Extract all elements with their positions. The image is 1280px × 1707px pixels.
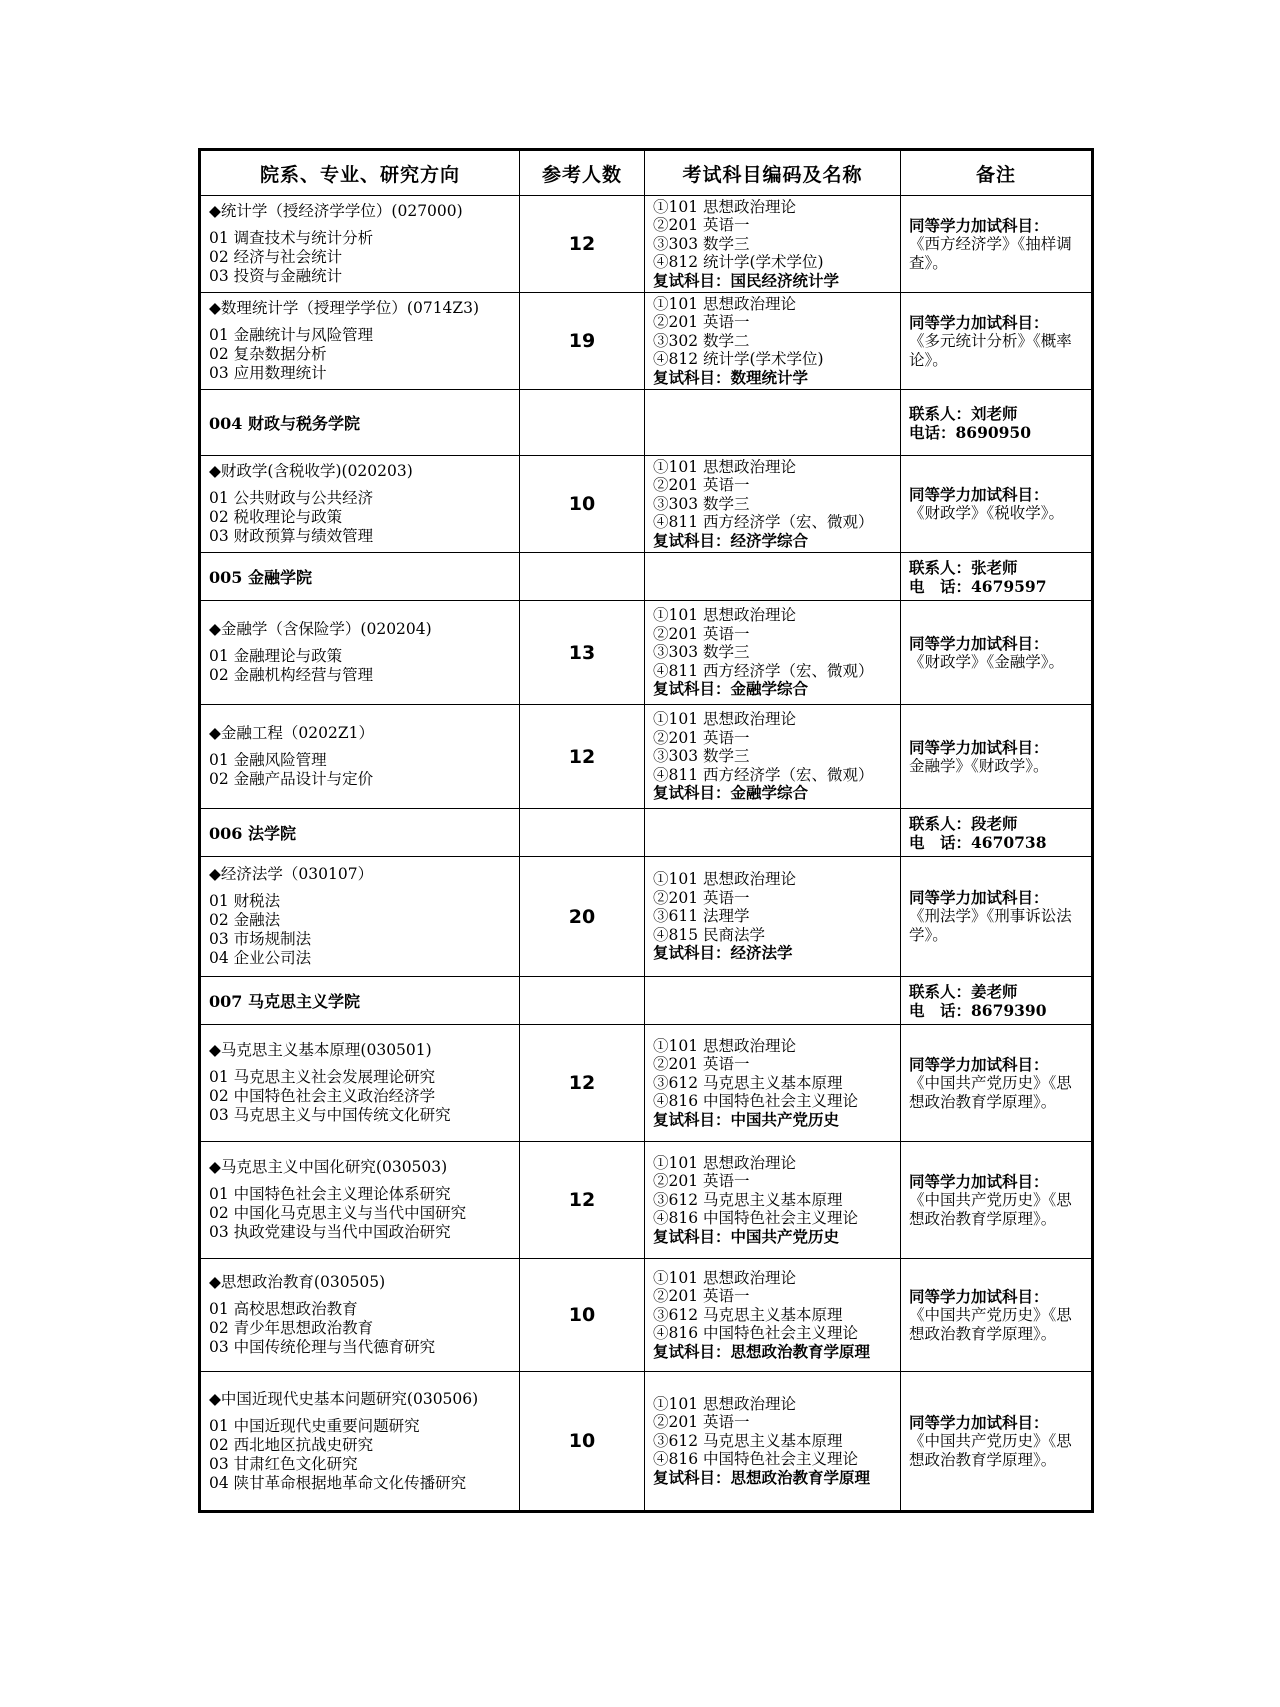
contact-info bbox=[901, 809, 1093, 857]
exam-subject: ③612 马克思主义基本原理 bbox=[653, 1305, 843, 1324]
retest-subject: 复试科目：中国共产党历史 bbox=[653, 1226, 840, 1246]
exam-subject: ④816 中国特色社会主义理论 bbox=[653, 1450, 859, 1469]
header-notes: 备注 bbox=[901, 150, 1093, 196]
program-cell bbox=[200, 1372, 520, 1512]
exam-subject: ③303 数学三 bbox=[653, 747, 750, 766]
research-direction: 02 金融产品设计与定价 bbox=[209, 770, 374, 788]
program-cell bbox=[200, 293, 520, 390]
empty-cell bbox=[645, 553, 901, 601]
retest-subject: 复试科目：经济法学 bbox=[653, 943, 793, 963]
exam-subject: ②201 英语一 bbox=[653, 1413, 750, 1432]
exam-subject: ③612 马克思主义基本原理 bbox=[653, 1431, 843, 1450]
remarks-cell bbox=[901, 196, 1093, 293]
exam-subject: ②201 英语一 bbox=[653, 728, 750, 747]
extra-exam-subjects: 《财政学》《金融学》。 bbox=[909, 652, 1065, 671]
extra-exam-subjects: 《中国共产党历史》《思想政治教育学原理》。 bbox=[909, 1305, 1072, 1343]
extra-exam-subjects: 《中国共产党历史》《思想政治教育学原理》。 bbox=[909, 1073, 1072, 1111]
extra-exam-label: 同等学力加试科目： bbox=[909, 888, 1049, 907]
exam-subject: ③611 法理学 bbox=[653, 907, 750, 926]
exam-subject: ③612 马克思主义基本原理 bbox=[653, 1073, 843, 1092]
exam-subject: ②201 英语一 bbox=[653, 216, 750, 235]
contact-info bbox=[901, 553, 1093, 601]
applicant-count: 19 bbox=[520, 293, 645, 390]
program-cell bbox=[200, 601, 520, 705]
program-name: ◆财政学(含税收学)(020203) bbox=[209, 462, 413, 480]
research-direction: 02 中国特色社会主义政治经济学 bbox=[209, 1087, 436, 1105]
exam-subject: ②201 英语一 bbox=[653, 1055, 750, 1074]
exam-subject: ④811 西方经济学（宏、微观） bbox=[653, 661, 874, 680]
research-direction: 02 税收理论与政策 bbox=[209, 508, 343, 526]
exam-subject: ①101 思想政治理论 bbox=[653, 197, 797, 216]
contact-person: 联系人：段老师 bbox=[909, 813, 1018, 833]
research-direction: 03 甘肃红色文化研究 bbox=[209, 1454, 358, 1473]
applicant-count: 12 bbox=[520, 1142, 645, 1259]
remarks-cell bbox=[901, 1142, 1093, 1259]
department-row bbox=[200, 809, 1093, 857]
extra-exam-subjects: 《多元统计分析》《概率论》。 bbox=[909, 331, 1072, 369]
department-row bbox=[200, 390, 1093, 456]
exam-subjects bbox=[645, 293, 901, 390]
program-cell bbox=[200, 1259, 520, 1372]
exam-subject: ①101 思想政治理论 bbox=[653, 1036, 797, 1055]
program-cell bbox=[200, 1025, 520, 1142]
research-direction: 01 金融统计与风险管理 bbox=[209, 326, 374, 344]
research-direction: 01 财税法 bbox=[209, 892, 281, 910]
extra-exam-subjects: 《财政学》《税收学》。 bbox=[909, 504, 1065, 522]
remarks-cell bbox=[901, 1259, 1093, 1372]
admissions-table bbox=[198, 148, 1094, 1513]
empty-cell bbox=[645, 809, 901, 857]
exam-subjects bbox=[645, 1142, 901, 1259]
retest-subject: 复试科目：经济学综合 bbox=[653, 530, 809, 550]
contact-person: 联系人：刘老师 bbox=[909, 403, 1018, 423]
remarks-cell bbox=[901, 705, 1093, 809]
program-name: ◆金融工程（0202Z1） bbox=[209, 724, 374, 742]
exam-subjects bbox=[645, 1372, 901, 1512]
exam-subjects bbox=[645, 857, 901, 977]
extra-exam-subjects: 《刑法学》《刑事诉讼法学》。 bbox=[909, 907, 1072, 944]
contact-phone: 电话：8690950 bbox=[909, 422, 1031, 442]
research-direction: 01 中国近现代史重要问题研究 bbox=[209, 1416, 420, 1435]
empty-cell bbox=[645, 390, 901, 456]
exam-subject: ④811 西方经济学（宏、微观） bbox=[653, 765, 874, 784]
exam-subject: ④811 西方经济学（宏、微观） bbox=[653, 513, 874, 532]
exam-subjects bbox=[645, 601, 901, 705]
research-direction: 02 金融法 bbox=[209, 911, 281, 929]
exam-subject: ④812 统计学(学术学位) bbox=[653, 350, 824, 369]
remarks-cell bbox=[901, 601, 1093, 705]
remarks-cell bbox=[901, 293, 1093, 390]
exam-subject: ①101 思想政治理论 bbox=[653, 710, 797, 729]
header-row bbox=[200, 150, 1093, 196]
program-row bbox=[200, 857, 1093, 977]
exam-subjects bbox=[645, 1025, 901, 1142]
extra-exam-subjects: 《西方经济学》《抽样调查》。 bbox=[909, 234, 1072, 272]
department-name: 004 财政与税务学院 bbox=[200, 390, 520, 456]
header-count: 参考人数 bbox=[520, 150, 645, 196]
contact-info bbox=[901, 390, 1093, 456]
research-direction: 02 复杂数据分析 bbox=[209, 345, 327, 363]
empty-cell bbox=[520, 977, 645, 1025]
research-direction: 03 中国传统伦理与当代德育研究 bbox=[209, 1338, 436, 1356]
exam-subject: ③303 数学三 bbox=[653, 643, 750, 662]
research-direction: 02 金融机构经营与管理 bbox=[209, 666, 374, 684]
program-row bbox=[200, 1372, 1093, 1512]
exam-subject: ①101 思想政治理论 bbox=[653, 1268, 797, 1287]
contact-person: 联系人：姜老师 bbox=[909, 981, 1018, 1001]
retest-subject: 复试科目：国民经济统计学 bbox=[653, 270, 840, 290]
program-row bbox=[200, 1259, 1093, 1372]
research-direction: 03 投资与金融统计 bbox=[209, 267, 343, 285]
research-direction: 01 金融风险管理 bbox=[209, 751, 327, 769]
research-direction: 01 金融理论与政策 bbox=[209, 647, 343, 665]
exam-subject: ①101 思想政治理论 bbox=[653, 294, 797, 313]
department-name: 005 金融学院 bbox=[200, 553, 520, 601]
research-direction: 01 公共财政与公共经济 bbox=[209, 489, 374, 507]
remarks-cell bbox=[901, 456, 1093, 553]
exam-subject: ③303 数学三 bbox=[653, 494, 750, 513]
applicant-count: 12 bbox=[520, 705, 645, 809]
extra-exam-label: 同等学力加试科目： bbox=[909, 485, 1049, 504]
research-direction: 01 中国特色社会主义理论体系研究 bbox=[209, 1185, 451, 1203]
remarks-cell bbox=[901, 1372, 1093, 1512]
program-row bbox=[200, 196, 1093, 293]
retest-subject: 复试科目：金融学综合 bbox=[653, 783, 809, 803]
research-direction: 01 调查技术与统计分析 bbox=[209, 229, 374, 247]
contact-info bbox=[901, 977, 1093, 1025]
extra-exam-subjects: 《中国共产党历史》《思想政治教育学原理》。 bbox=[909, 1431, 1072, 1469]
research-direction: 02 西北地区抗战史研究 bbox=[209, 1435, 374, 1454]
program-cell bbox=[200, 456, 520, 553]
program-name: ◆经济法学（030107） bbox=[209, 865, 374, 883]
department-name: 007 马克思主义学院 bbox=[200, 977, 520, 1025]
applicant-count: 12 bbox=[520, 196, 645, 293]
research-direction: 03 应用数理统计 bbox=[209, 364, 327, 382]
remarks-cell bbox=[901, 1025, 1093, 1142]
contact-phone: 电 话：8679390 bbox=[909, 1000, 1047, 1020]
exam-subject: ③303 数学三 bbox=[653, 234, 750, 253]
research-direction: 01 高校思想政治教育 bbox=[209, 1300, 358, 1318]
program-cell bbox=[200, 1142, 520, 1259]
exam-subject: ③302 数学二 bbox=[653, 331, 750, 350]
extra-exam-label: 同等学力加试科目： bbox=[909, 215, 1049, 235]
exam-subjects bbox=[645, 1259, 901, 1372]
table-body bbox=[200, 196, 1093, 1512]
exam-subject: ①101 思想政治理论 bbox=[653, 1394, 797, 1413]
program-cell bbox=[200, 705, 520, 809]
exam-subject: ④816 中国特色社会主义理论 bbox=[653, 1092, 859, 1111]
header-subjects: 考试科目编码及名称 bbox=[645, 150, 901, 196]
exam-subject: ②201 英语一 bbox=[653, 624, 750, 643]
exam-subjects bbox=[645, 705, 901, 809]
empty-cell bbox=[520, 553, 645, 601]
empty-cell bbox=[520, 390, 645, 456]
program-row bbox=[200, 293, 1093, 390]
retest-subject: 复试科目：思想政治教育学原理 bbox=[653, 1341, 871, 1361]
research-direction: 03 市场规制法 bbox=[209, 930, 312, 948]
applicant-count: 10 bbox=[520, 1259, 645, 1372]
exam-subject: ①101 思想政治理论 bbox=[653, 606, 797, 625]
applicant-count: 20 bbox=[520, 857, 645, 977]
research-direction: 02 青少年思想政治教育 bbox=[209, 1319, 374, 1337]
department-row bbox=[200, 553, 1093, 601]
program-row bbox=[200, 705, 1093, 809]
research-direction: 03 财政预算与绩效管理 bbox=[209, 527, 374, 545]
contact-person: 联系人：张老师 bbox=[909, 557, 1018, 577]
applicant-count: 10 bbox=[520, 1372, 645, 1512]
extra-exam-label: 同等学力加试科目： bbox=[909, 1286, 1049, 1306]
exam-subject: ①101 思想政治理论 bbox=[653, 870, 797, 889]
exam-subject: ②201 英语一 bbox=[653, 888, 750, 907]
department-name: 006 法学院 bbox=[200, 809, 520, 857]
header-department: 院系、专业、研究方向 bbox=[200, 150, 520, 196]
program-name: ◆数理统计学（授理学学位）(0714Z3) bbox=[209, 299, 480, 317]
program-row bbox=[200, 1025, 1093, 1142]
applicant-count: 13 bbox=[520, 601, 645, 705]
contact-phone: 电 话：4670738 bbox=[909, 832, 1047, 852]
research-direction: 04 陕甘革命根据地革命文化传播研究 bbox=[209, 1473, 467, 1492]
research-direction: 04 企业公司法 bbox=[209, 949, 312, 967]
contact-phone: 电 话：4679597 bbox=[909, 576, 1047, 596]
applicant-count: 12 bbox=[520, 1025, 645, 1142]
exam-subjects bbox=[645, 456, 901, 553]
extra-exam-label: 同等学力加试科目： bbox=[909, 1054, 1049, 1074]
program-name: ◆马克思主义基本原理(030501) bbox=[209, 1041, 432, 1059]
program-row bbox=[200, 456, 1093, 553]
research-direction: 02 经济与社会统计 bbox=[209, 248, 343, 266]
extra-exam-label: 同等学力加试科目： bbox=[909, 633, 1049, 653]
exam-subject: ③612 马克思主义基本原理 bbox=[653, 1190, 843, 1209]
program-name: ◆马克思主义中国化研究(030503) bbox=[209, 1158, 448, 1176]
empty-cell bbox=[645, 977, 901, 1025]
program-name: ◆金融学（含保险学）(020204) bbox=[209, 620, 432, 638]
exam-subject: ②201 英语一 bbox=[653, 476, 750, 495]
extra-exam-label: 同等学力加试科目： bbox=[909, 312, 1049, 332]
program-cell bbox=[200, 857, 520, 977]
exam-subject: ④816 中国特色社会主义理论 bbox=[653, 1209, 859, 1228]
empty-cell bbox=[520, 809, 645, 857]
program-name: ◆统计学（授经济学学位）(027000) bbox=[209, 202, 463, 220]
retest-subject: 复试科目：数理统计学 bbox=[653, 367, 809, 387]
research-direction: 03 马克思主义与中国传统文化研究 bbox=[209, 1106, 451, 1124]
exam-subject: ①101 思想政治理论 bbox=[653, 1153, 797, 1172]
program-row bbox=[200, 1142, 1093, 1259]
retest-subject: 复试科目：思想政治教育学原理 bbox=[653, 1467, 871, 1487]
extra-exam-subjects: 《中国共产党历史》《思想政治教育学原理》。 bbox=[909, 1190, 1072, 1228]
program-cell bbox=[200, 196, 520, 293]
research-direction: 03 执政党建设与当代中国政治研究 bbox=[209, 1223, 451, 1241]
exam-subject: ①101 思想政治理论 bbox=[653, 457, 797, 476]
research-direction: 02 中国化马克思主义与当代中国研究 bbox=[209, 1204, 467, 1222]
remarks-cell bbox=[901, 857, 1093, 977]
program-name: ◆思想政治教育(030505) bbox=[209, 1273, 386, 1291]
extra-exam-label: 同等学力加试科目： bbox=[909, 737, 1049, 757]
exam-subject: ②201 英语一 bbox=[653, 1172, 750, 1191]
extra-exam-label: 同等学力加试科目： bbox=[909, 1412, 1049, 1432]
research-direction: 01 马克思主义社会发展理论研究 bbox=[209, 1068, 436, 1086]
program-name: ◆中国近现代史基本问题研究(030506) bbox=[209, 1389, 479, 1408]
extra-exam-subjects: 金融学》《财政学》。 bbox=[909, 756, 1049, 775]
program-row bbox=[200, 601, 1093, 705]
exam-subject: ②201 英语一 bbox=[653, 1287, 750, 1306]
exam-subject: ④812 统计学(学术学位) bbox=[653, 253, 824, 272]
exam-subject: ②201 英语一 bbox=[653, 313, 750, 332]
exam-subject: ④816 中国特色社会主义理论 bbox=[653, 1324, 859, 1343]
exam-subject: ④815 民商法学 bbox=[653, 925, 766, 944]
applicant-count: 10 bbox=[520, 456, 645, 553]
extra-exam-label: 同等学力加试科目： bbox=[909, 1171, 1049, 1191]
department-row bbox=[200, 977, 1093, 1025]
exam-subjects bbox=[645, 196, 901, 293]
retest-subject: 复试科目：中国共产党历史 bbox=[653, 1109, 840, 1129]
retest-subject: 复试科目：金融学综合 bbox=[653, 679, 809, 699]
